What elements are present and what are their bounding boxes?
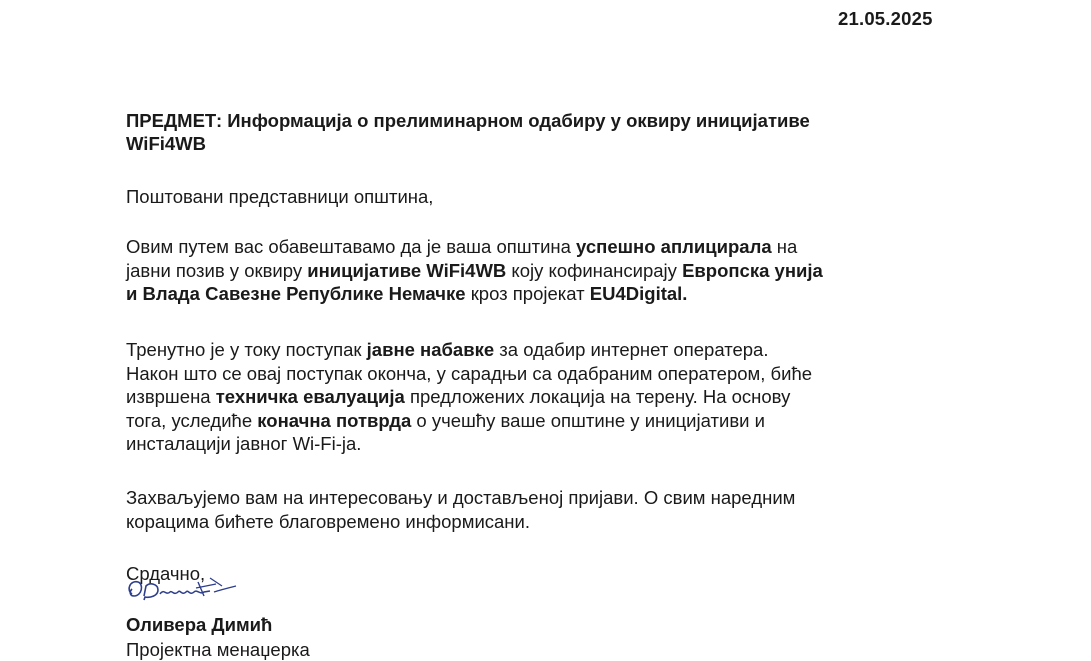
p2-text-1: Тренутно је у току поступак bbox=[126, 339, 367, 360]
p2-text-5: предложених локација на терену. На основу bbox=[404, 386, 791, 407]
greeting: Поштовани представници општина, bbox=[126, 186, 434, 207]
p1-bold-initiative: иницијативе WiFi4WB bbox=[307, 259, 507, 281]
p2-text-7: о учешћу ваше општине у иницијативи и bbox=[411, 409, 765, 431]
p2-bold-confirmation: коначна потврда bbox=[257, 409, 412, 431]
p1-bold-applied: успешно аплицирала bbox=[576, 236, 772, 257]
subject-line-1: ПРЕДМЕТ: Информација о прелиминарном одабиру у оквиру иницијативе bbox=[126, 110, 810, 131]
paragraph-procurement bbox=[126, 338, 986, 456]
p1-text-2: на bbox=[771, 236, 798, 257]
p2-text-6: тога, уследиће bbox=[126, 409, 258, 431]
letter-date: 21.05.2025 bbox=[838, 8, 933, 29]
p1-bold-project: EU4Digital. bbox=[589, 283, 688, 304]
paragraph-application bbox=[126, 235, 986, 306]
p2-text-3: Након што се овај поступак оконча, у сарадњи са одабраним оператером, биће bbox=[126, 362, 813, 384]
closing: Срдачно, bbox=[126, 563, 206, 584]
subject-line-2: WiFi4WB bbox=[126, 133, 206, 154]
handwritten-signature bbox=[124, 572, 254, 612]
paragraph-thanks bbox=[126, 486, 986, 533]
p3-line-1: Захваљујемо вам на интересовању и достављеној пријави. О свим наредним bbox=[126, 487, 796, 508]
p2-bold-evaluation: техничка евалуација bbox=[215, 386, 405, 407]
p1-text-1: Овим путем вас обавештавамо да је ваша општина bbox=[126, 236, 577, 257]
p2-bold-procurement: јавне набавке bbox=[366, 339, 495, 360]
p1-text-4: коју кофинансирају bbox=[506, 259, 683, 281]
p1-bold-germany: и Влада Савезне Републике Немачке bbox=[126, 283, 466, 304]
letter-subject bbox=[126, 109, 986, 155]
p1-text-5: кроз пројекат bbox=[465, 283, 590, 304]
signatory-name: Оливера Димић bbox=[126, 614, 273, 635]
p3-line-2: корацима бићете благовремено информисани. bbox=[126, 510, 531, 532]
signatory-role: Пројектна менаџерка bbox=[126, 639, 310, 660]
p1-bold-eu: Европска унија bbox=[682, 259, 823, 281]
p2-text-2: за одабир интернет оператера. bbox=[494, 339, 769, 360]
p2-text-4: извршена bbox=[126, 386, 216, 407]
p2-text-8: инсталацији јавног Wi-Fi-ja. bbox=[126, 433, 362, 454]
p1-text-3: јавни позив у оквиру bbox=[126, 259, 308, 281]
